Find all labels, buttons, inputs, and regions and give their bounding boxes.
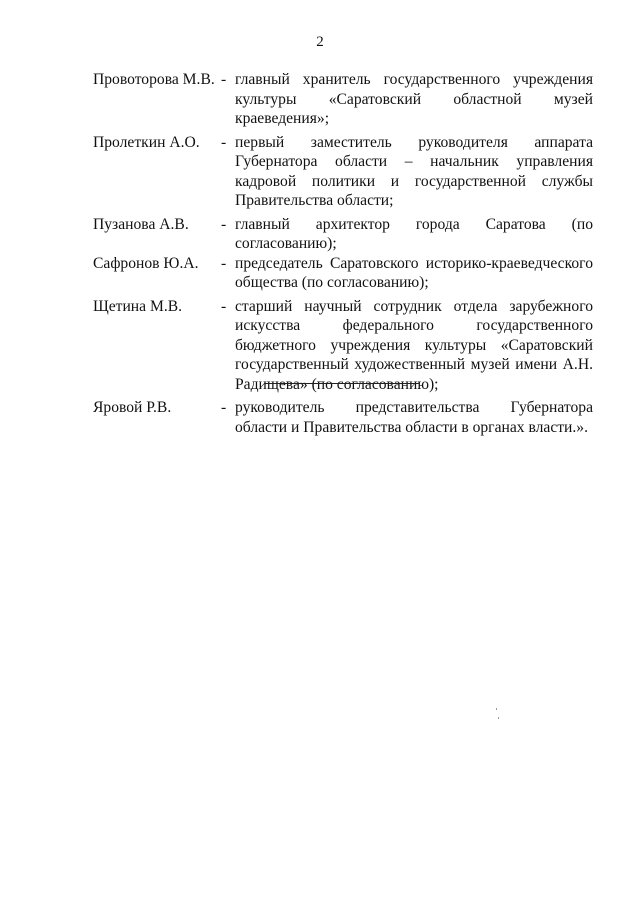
scan-speck [496,708,497,710]
member-name: Пролеткин А.О. [93,133,200,151]
member-description: руководитель представительства Губернатора области и Правительства области в органах власти.». [235,399,593,436]
member-row [93,133,593,211]
member-row [93,215,593,254]
member-list [93,66,593,437]
member-row [93,70,593,129]
separator-line [265,383,420,384]
member-description: главный архитектор города Саратова (по согласованию); [235,215,593,252]
member-description: старший научный сотрудник отдела зарубежного искусства федерального государственного бюджетного учреждения культуры «Саратовский государственный художественный музей имени А.Н. Радищева» (по согласованию); [235,297,593,393]
member-row [93,297,593,395]
member-dash: - [221,297,227,315]
member-dash: - [221,254,227,272]
member-description: первый заместитель руководителя аппарата Губернатора области – начальник управления кадровой политики и государственной службы Правительства области; [235,133,593,209]
member-name: Щетина М.В. [93,297,183,315]
member-name: Яровой Р.В. [93,399,172,416]
member-dash: - [221,133,227,151]
member-row [93,254,593,293]
member-name: Пузанова А.В. [93,215,189,233]
member-dash: - [221,399,227,416]
member-description: главный хранитель государственного учреждения культуры «Саратовский областной музей краеведения»; [235,71,593,127]
member-name: Сафронов Ю.А. [93,254,199,272]
member-description: председатель Саратовского историко-краеведческого общества (по согласованию); [235,254,593,291]
member-name: Провоторова М.В. [93,71,215,88]
member-row [93,398,593,437]
scan-speck [498,717,499,719]
member-dash: - [221,215,227,233]
member-dash: - [221,71,227,88]
page-number: 2 [316,34,324,50]
